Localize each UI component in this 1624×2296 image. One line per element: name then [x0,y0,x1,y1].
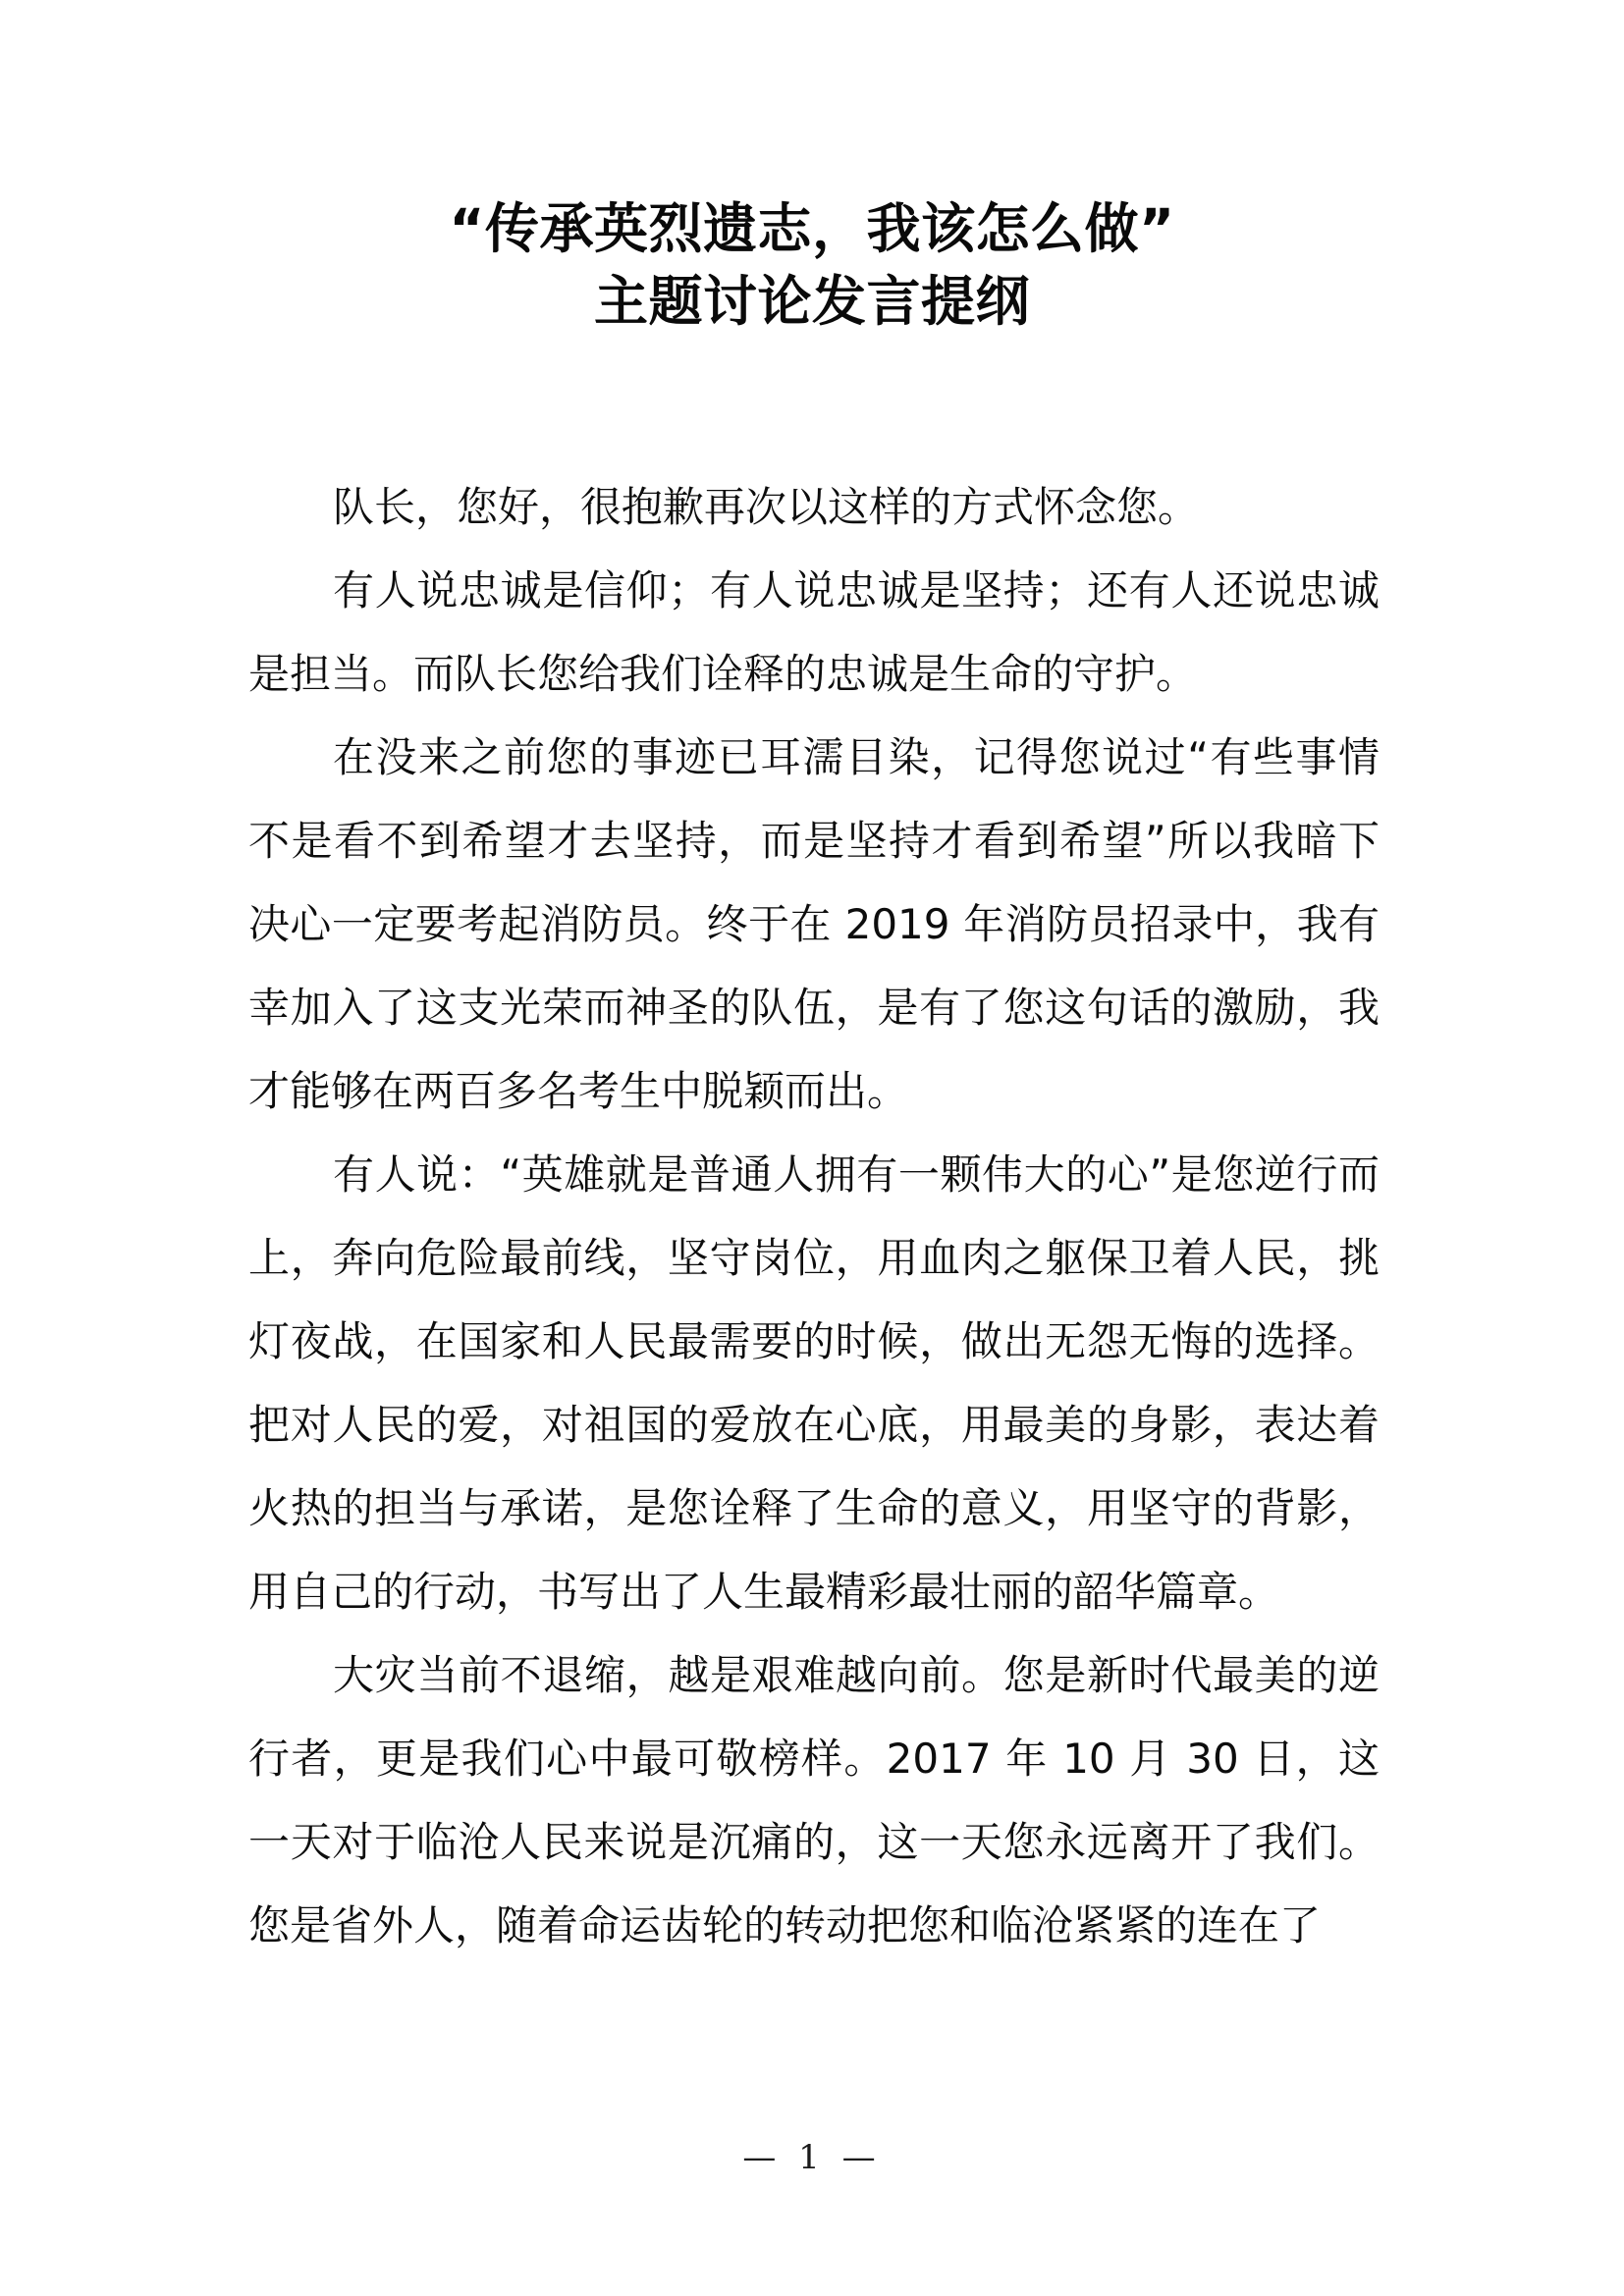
body-paragraph-1: 队长，您好，很抱歉再次以这样的方式怀念您。 [333,483,1200,531]
document-title-line-2: 主题讨论发言提纲 [593,270,1030,333]
document-body [248,465,1380,1967]
document-title-line-1: “传承英烈遗志，我该怎么做” [449,197,1175,260]
page-number: — 1 — [742,2138,882,2177]
body-paragraph-4: 有人说：“英雄就是普通人拥有一颗伟大的心”是您逆行而上，奔向危险最前线，坚守岗位，用血肉之躯保卫着人民，挑灯夜战，在国家和人民最需要的时候，做出无怨无悔的选择。把对人民的爱，对祖国的爱放在心底，用最美的身影，表达着火热的担当与承诺，是您诠释了生命的意义，用坚守的背影，用自己的行动，书写出了人生最精彩最壮丽的韶华篇章。 [248,1150,1380,1616]
document-title-block [0,192,1624,338]
page-footer [0,2138,1624,2177]
body-paragraph-2: 有人说忠诚是信仰；有人说忠诚是坚持；还有人还说忠诚是担当。而队长您给我们诠释的忠诚是生命的守护。 [248,566,1380,698]
body-paragraph-3: 在没来之前您的事迹已耳濡目染，记得您说过“有些事情不是看不到希望才去坚持，而是坚持才看到希望”所以我暗下决心一定要考起消防员。终于在 2019 年消防员招录中，我有幸加入了这支光荣而神圣的队伍，是有了您这句话的激励，我才能够在两百多名考生中脱颖而出。 [248,733,1380,1115]
body-paragraph-5: 大灾当前不退缩，越是艰难越向前。您是新时代最美的逆行者，更是我们心中最可敬榜样。2017 年 10 月 30 日，这一天对于临沧人民来说是沉痛的，这一天您永远离开了我们。您是省外人，随着命运齿轮的转动把您和临沧紧紧的连在了 [248,1651,1380,1949]
